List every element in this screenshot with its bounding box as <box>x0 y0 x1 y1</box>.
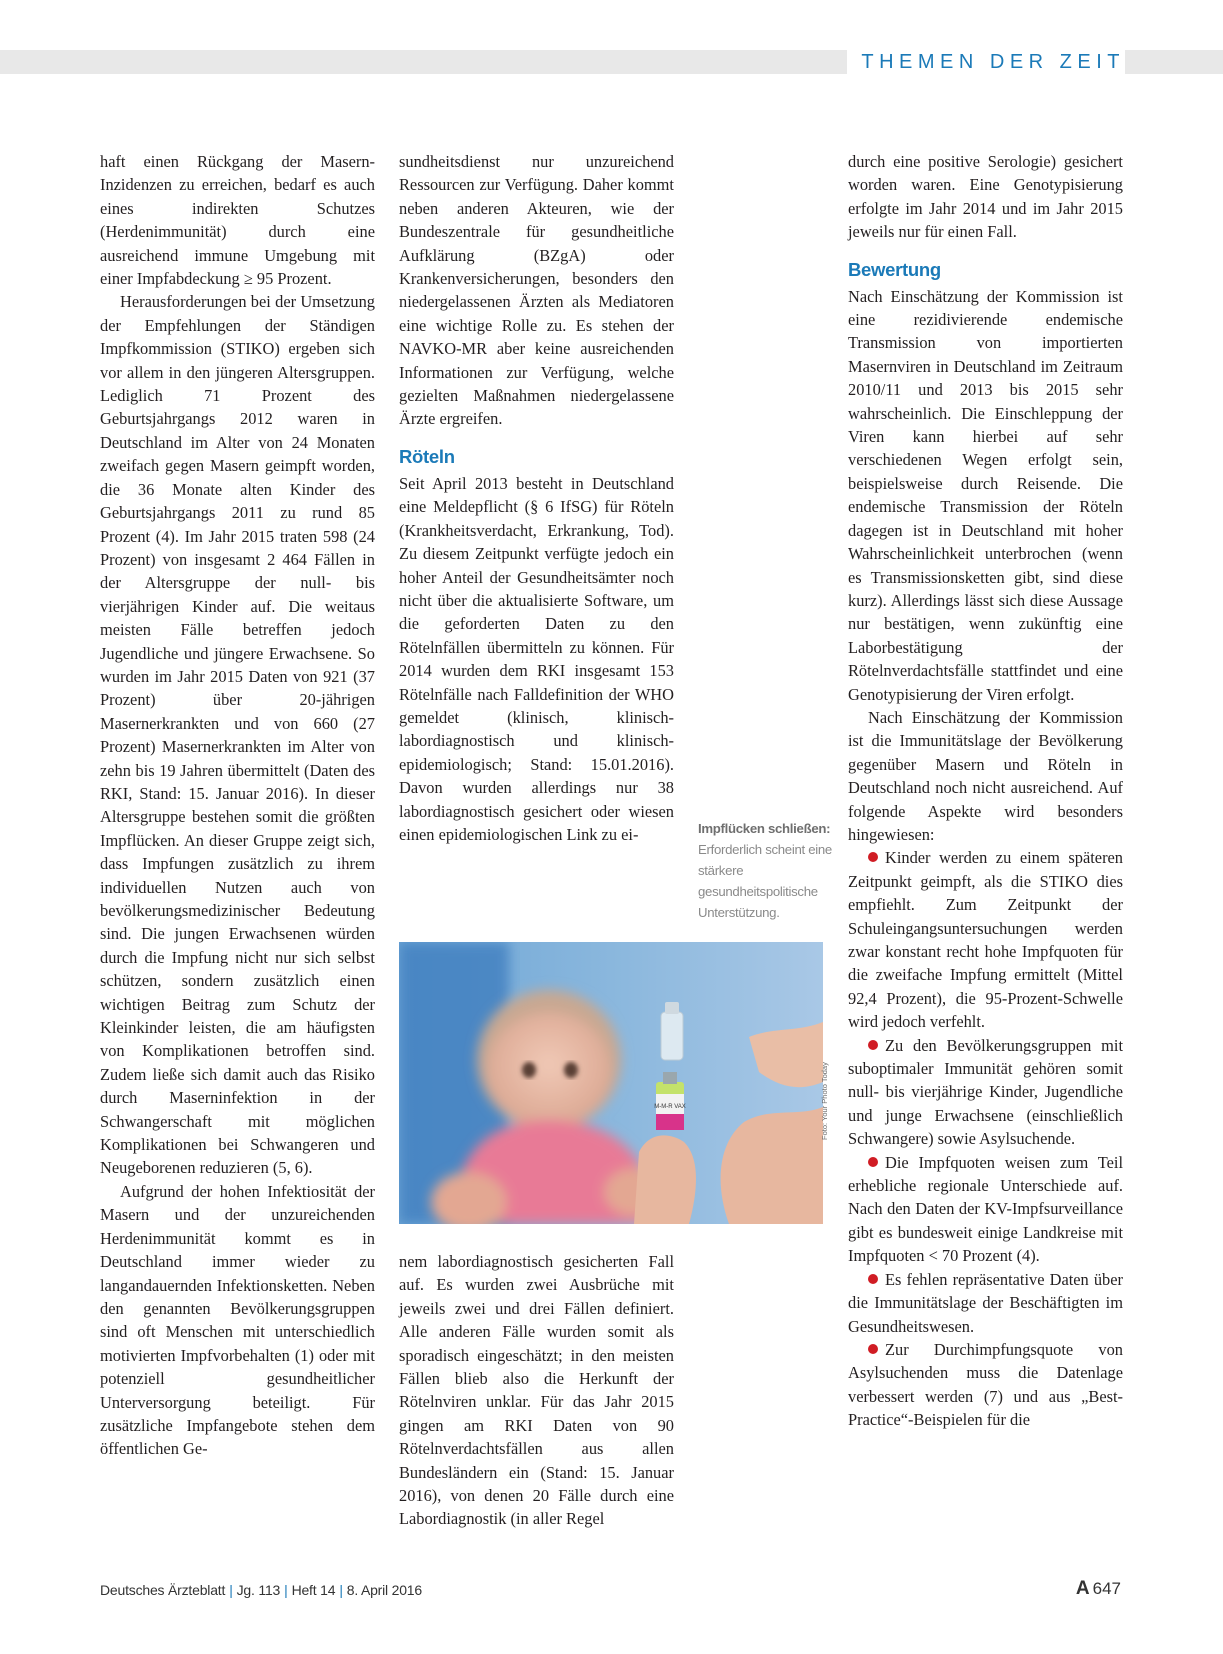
column-2-bottom <box>399 1250 674 1531</box>
page-number <box>1076 1578 1121 1600</box>
column-1 <box>100 150 375 1461</box>
volume: Jg. 113 <box>236 1582 281 1598</box>
paragraph: nem labordiagnostisch gesicherten Fall auf. Es wurden zwei Ausbrüche mit jeweils zwei und drei Fällen definiert. Alle anderen Fälle wurden somit als sporadisch eingeschätzt; in den meisten Fällen blieb also die Herkunft der Rötelnviren unklar. Für das Jahr 2015 gingen am RKI Daten von 90 Rötelnverdachtsfällen aus allen Bundesländern ein (Stand: 15. Januar 2016), von denen 20 Fälle durch eine Labordiagnostik (in aller Regel <box>399 1252 674 1529</box>
bullet-dot-icon <box>868 1040 878 1050</box>
bullet-text: Zur Durchimpfungsquote von Asylsuchenden muss die Datenlage verbessert werden (7) und aus „Best-Practice“-Beispielen für die <box>848 1339 1123 1430</box>
bullet-item <box>848 846 1123 1033</box>
bullet-dot-icon <box>868 1344 878 1354</box>
paragraph: Herausforderungen bei der Umsetzung der Empfehlungen der Ständigen Impfkommission (STIKO) ergeben sich vor allem in den jüngeren Altersgruppen. Lediglich 71 Prozent des Geburtsjahrgangs 2012 waren in Deutschland im Alter von 24 Monaten zweifach gegen Masern geimpft worden, die 36 Monate alten Kinder des Geburtsjahrgangs 2011 zu rund 85 Prozent (4). Im Jahr 2015 traten 598 (24 Prozent) von insgesamt 2 464 Fällen in der Altersgruppe der null- bis vierjährigen Kinder auf. Die weitaus meisten Fälle betreffen jedoch Jugendliche und jüngere Erwachsene. So wurden im Jahr 2015 Daten von 921 (37 Prozent) über 20-jährigen Masernerkrankten und von 660 (27 Prozent) Masernerkrankten im Alter von zehn bis 19 Jahren übermittelt (Daten des RKI, Stand: 15. Januar 2016). In dieser Altersgruppe bestehen somit die größten Impflücken. An dieser Gruppe zeigt sich, dass Impfungen zusätzlich zu ihrem individuellen Nutzen auch von bevölkerungsmedizinischer Bedeutung sind. Die jungen Erwachsenen würden durch die Impfung nicht nur sich selbst schützen, sondern zusätzlich einen wichtigen Beitrag zum Schutz der Kleinkinder leisten, die am häufigsten von Komplikationen betroffen sind. Zudem ließe sich damit auch das Risiko durch Maserninfektion in der Schwangerschaft mit möglichen Komplikationen bei Schwangeren und Neugeborenen reduzieren (5, 6). <box>100 292 375 1178</box>
footer-citation: Deutsches Ärzteblatt | Jg. 113 | Heft 14 | 8. April 2016 <box>100 1582 422 1598</box>
subheading-roeteln: Röteln <box>399 445 455 467</box>
paragraph: haft einen Rückgang der Masern-Inzidenzen zu erreichen, bedarf es auch eines indirekten Schutzes (Herdenimmunität) durch eine ausreichend immune Umgebung mit einer Impfabdeckung ≥ 95 Prozent. <box>100 152 375 289</box>
issue: Heft 14 <box>291 1582 336 1598</box>
paragraph: Nach Einschätzung der Kommission ist eine rezidivierende endemische Transmission von importierten Masernviren in Deutschland im Zeitraum 2010/11 und 2013 bis 2015 sehr wahrscheinlich. Die Einschleppung der Viren kann hierbei auf sehr verschiedenen Wegen erfolgt sein, beispielsweise durch Reisende. Die endemische Transmission der Röteln dagegen ist in Deutschland mit hoher Wahrscheinlichkeit unterbrochen (wenn es Transmissionsketten gibt, sind diese kurz). Allerdings lässt sich diese Aussage nur bestätigen, wenn zukünftig eine Laborbestätigung der Rötelnverdachtsfälle stattfindet und eine Genotypisierung der Viren erfolgt. <box>848 286 1123 704</box>
bullet-text: Die Impfquoten weisen zum Teil erhebliche regionale Unterschiede auf. Nach den Daten der KV-Impfsurveillance gibt es bundesweit einige Landkreise mit Impfquoten < 70 Prozent (4). <box>848 1152 1123 1266</box>
bullet-text: Zu den Bevölkerungsgruppen mit suboptimaler Immunität gehören somit null- bis vierjährige Kinder, Jugendliche und junge Erwachsene (einschließlich Schwangere) sowie Asylsuchende. <box>848 1035 1123 1149</box>
vaccination-photo-illustration <box>399 942 823 1224</box>
article-photo <box>399 942 823 1224</box>
caption-text: Erforderlich scheint eine stärkere gesundheitspolitische Unterstützung. <box>698 842 832 920</box>
paragraph: Aufgrund der hohen Infektiosität der Masern und der unzureichenden Herdenimmunität kommt es in Deutschland immer wieder zu langandauernden Infektionsketten. Neben den genannten Bevölkerungsgruppen sind oft Menschen mit unterschiedlich motivierten Impfvorbehalten (1) oder mit potenziell gesundheitlicher Unterversorgung beteiligt. Für zusätzliche Impfangebote stehen dem öffentlichen Ge- <box>100 1181 375 1459</box>
bullet-item <box>848 1338 1123 1432</box>
bullet-dot-icon <box>868 1274 878 1284</box>
paragraph: Seit April 2013 besteht in Deutschland eine Meldepflicht (§ 6 IfSG) für Röteln (Krankheitsverdacht, Erkrankung, Tod). Zu diesem Zeitpunkt verfügte jedoch ein hoher Anteil der Gesundheitsämter noch nicht über die aktualisierte Software, um die geforderten Daten zu den Rötelnfällen übermitteln zu können. Für 2014 wurden dem RKI insgesamt 153 Rötelnfälle nach Falldefinition der WHO gemeldet (klinisch, klinisch-labordiagnostisch und klinisch-epidemiologisch; Stand: 15.01.2016). Davon wurden allerdings nur 38 labordiagnostisch gesichert oder wiesen einen epidemiologischen Link zu ei- <box>399 473 674 844</box>
paragraph: sundheitsdienst nur unzureichend Ressourcen zur Verfügung. Daher kommt neben anderen Akteuren, wie der Bundeszentrale für gesundheitliche Aufklärung (BZgA) oder Krankenversicherungen, besonders den niedergelassenen Ärzten als Mediatoren eine wichtige Rolle zu. Es stehen der NAVKO-MR aber keine ausreichenden Informationen zur Verfügung, welche gezielten Maßnahmen niedergelassene Ärzte ergreifen. <box>399 152 674 429</box>
paragraph: Nach Einschätzung der Kommission ist die Immunitätslage der Bevölkerung gegenüber Masern und Röteln in Deutschland noch nicht ausreichend. Auf folgende Aspekte wird besonders hingewiesen: <box>848 707 1123 844</box>
bullet-dot-icon <box>868 852 878 862</box>
column-2-top <box>399 150 674 846</box>
page-prefix: A <box>1075 1578 1090 1599</box>
bullet-text: Es fehlen repräsentative Daten über die Immunitätslage der Beschäftigten im Gesundheitswesen. <box>848 1269 1123 1336</box>
vial-label: M-M-R VAX <box>654 1104 686 1110</box>
paragraph: durch eine positive Serologie) gesichert worden waren. Eine Genotypisierung erfolgte im Jahr 2014 und im Jahr 2015 jeweils nur für einen Fall. <box>848 152 1123 242</box>
section-label: THEMEN DER ZEIT <box>847 49 1125 75</box>
bullet-item <box>848 1151 1123 1268</box>
column-3 <box>848 150 1123 1432</box>
bullet-text: Kinder werden zu einem späteren Zeitpunkt geimpft, als die STIKO dies empfiehlt. Zum Zeitpunkt der Schuleingangsuntersuchungen werden zwar konstant recht hohe Impfquoten für die zweifache Impfung ermittelt (Mittel 92,4 Prozent), die 95-Prozent-Schwelle wird jedoch verfehlt. <box>848 848 1123 1032</box>
issue-date: 8. April 2016 <box>346 1582 422 1598</box>
photo-credit: Foto: Your Photo Today <box>820 1062 829 1140</box>
bullet-item <box>848 1268 1123 1338</box>
subheading-bewertung: Bewertung <box>848 258 941 280</box>
photo-caption <box>698 818 838 923</box>
caption-lead: Impflücken schließen: <box>698 821 831 836</box>
bullet-dot-icon <box>868 1157 878 1167</box>
page-number-value: 647 <box>1092 1579 1121 1598</box>
journal-name: Deutsches Ärzteblatt <box>100 1582 226 1598</box>
bullet-item <box>848 1034 1123 1151</box>
